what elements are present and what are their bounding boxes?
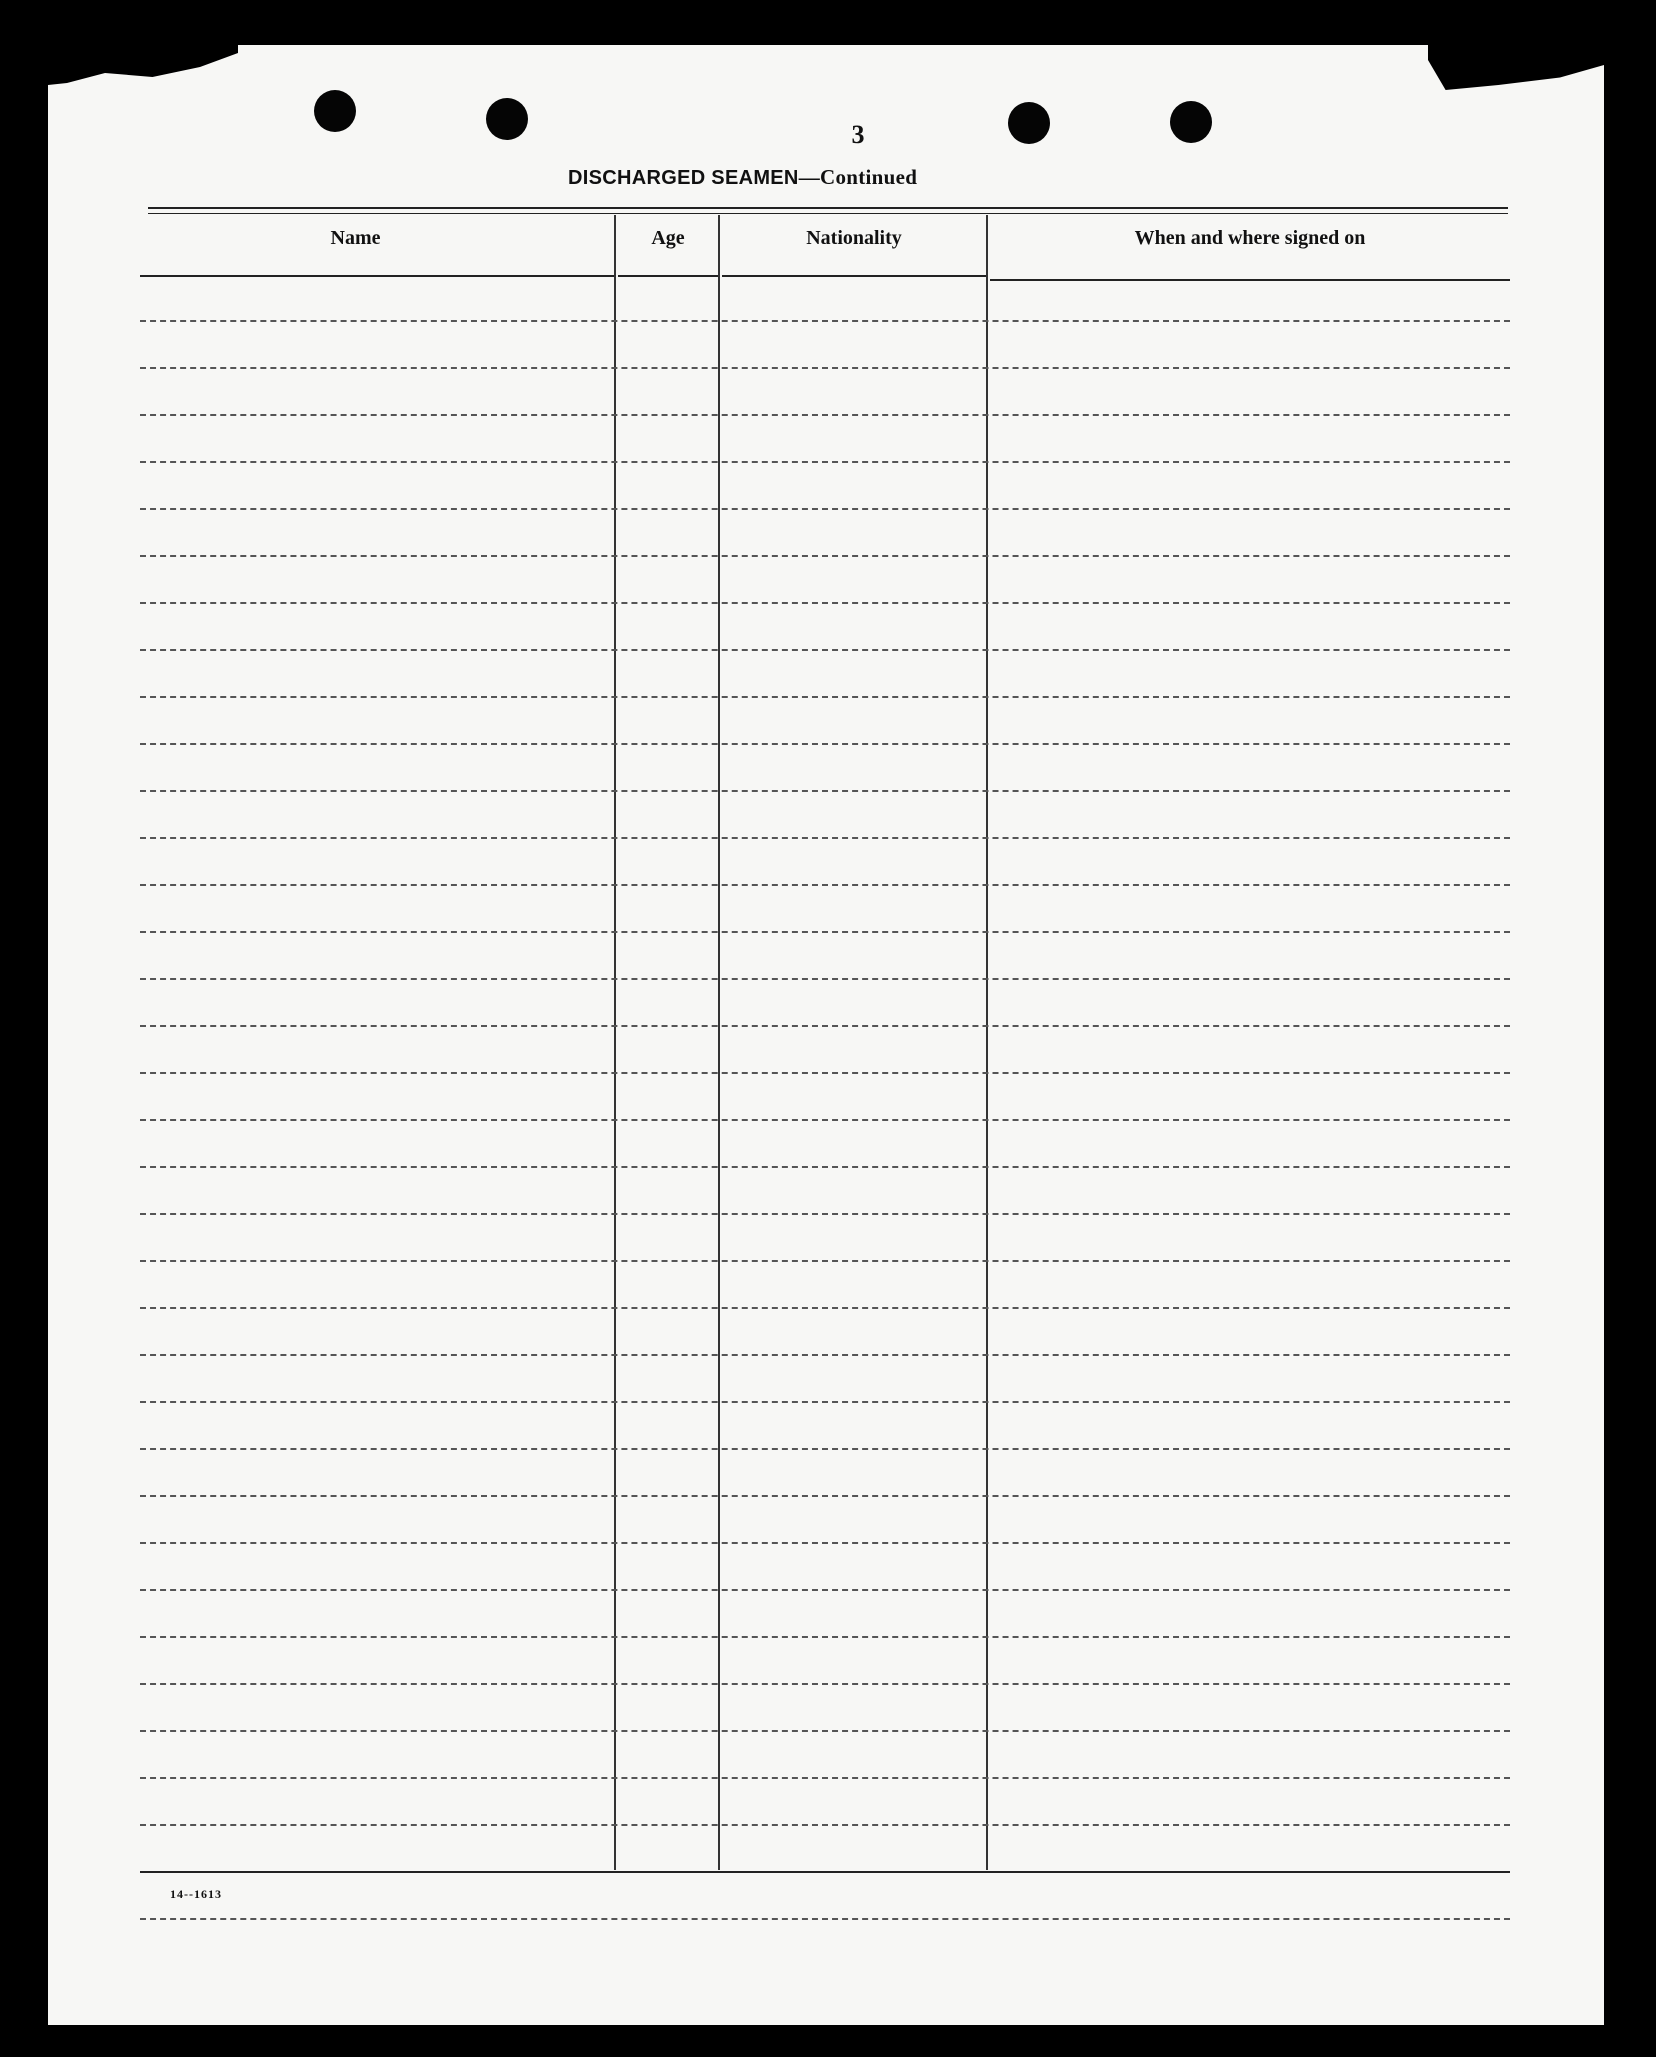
- table-row: [140, 698, 1510, 745]
- column-header-name: Name: [330, 227, 381, 249]
- punch-hole: [486, 98, 528, 140]
- table-row: [140, 463, 1510, 510]
- form-number: 14--1613: [170, 1887, 222, 1901]
- table-row: [140, 1356, 1510, 1403]
- table-row: [140, 604, 1510, 651]
- table-row: [140, 1027, 1510, 1074]
- table-row: [140, 651, 1510, 698]
- punch-hole: [1170, 101, 1212, 143]
- form-title-suffix: —Continued: [798, 165, 918, 189]
- table-row: [140, 557, 1510, 604]
- table-row: [140, 1779, 1510, 1826]
- table-row: [140, 980, 1510, 1027]
- table-row: [140, 1262, 1510, 1309]
- table-row: [140, 933, 1510, 980]
- torn-edge-right: [1428, 45, 1604, 95]
- table-row: [140, 1591, 1510, 1638]
- torn-edge-left: [48, 45, 238, 85]
- table-row: [140, 1638, 1510, 1685]
- table-row: [140, 1685, 1510, 1732]
- table-row: [140, 1826, 1510, 1873]
- table-row: [140, 886, 1510, 933]
- column-header-age: Age: [651, 227, 685, 249]
- table-row: [140, 510, 1510, 557]
- top-rule-thin: [148, 213, 1508, 214]
- table-row: [140, 792, 1510, 839]
- column-header-nationality: Nationality: [806, 227, 902, 249]
- table-row: [140, 1309, 1510, 1356]
- table-row: [140, 1544, 1510, 1591]
- table-row: [140, 745, 1510, 792]
- bottom-rule: [140, 1871, 1510, 1873]
- table-row: [140, 1215, 1510, 1262]
- table-row: [140, 1168, 1510, 1215]
- column-header-when-where-signed-on: When and where signed on: [1134, 227, 1366, 249]
- punch-hole: [314, 90, 356, 132]
- form-title-main: DISCHARGED SEAMEN: [568, 167, 799, 189]
- table-row: [140, 369, 1510, 416]
- document-page: [48, 45, 1604, 2025]
- table-row: [140, 1732, 1510, 1779]
- page-number: 3: [851, 120, 865, 149]
- seamen-table-body: [140, 275, 1510, 1920]
- top-rule: [148, 207, 1508, 209]
- table-row: [140, 1450, 1510, 1497]
- table-row: [140, 1873, 1510, 1920]
- table-row: [140, 1074, 1510, 1121]
- table-row: [140, 416, 1510, 463]
- table-row: [140, 1403, 1510, 1450]
- table-row: [140, 322, 1510, 369]
- table-row: [140, 275, 1510, 322]
- punch-hole: [1008, 102, 1050, 144]
- table-row: [140, 839, 1510, 886]
- table-row: [140, 1497, 1510, 1544]
- form-title: [568, 165, 1168, 190]
- table-row: [140, 1121, 1510, 1168]
